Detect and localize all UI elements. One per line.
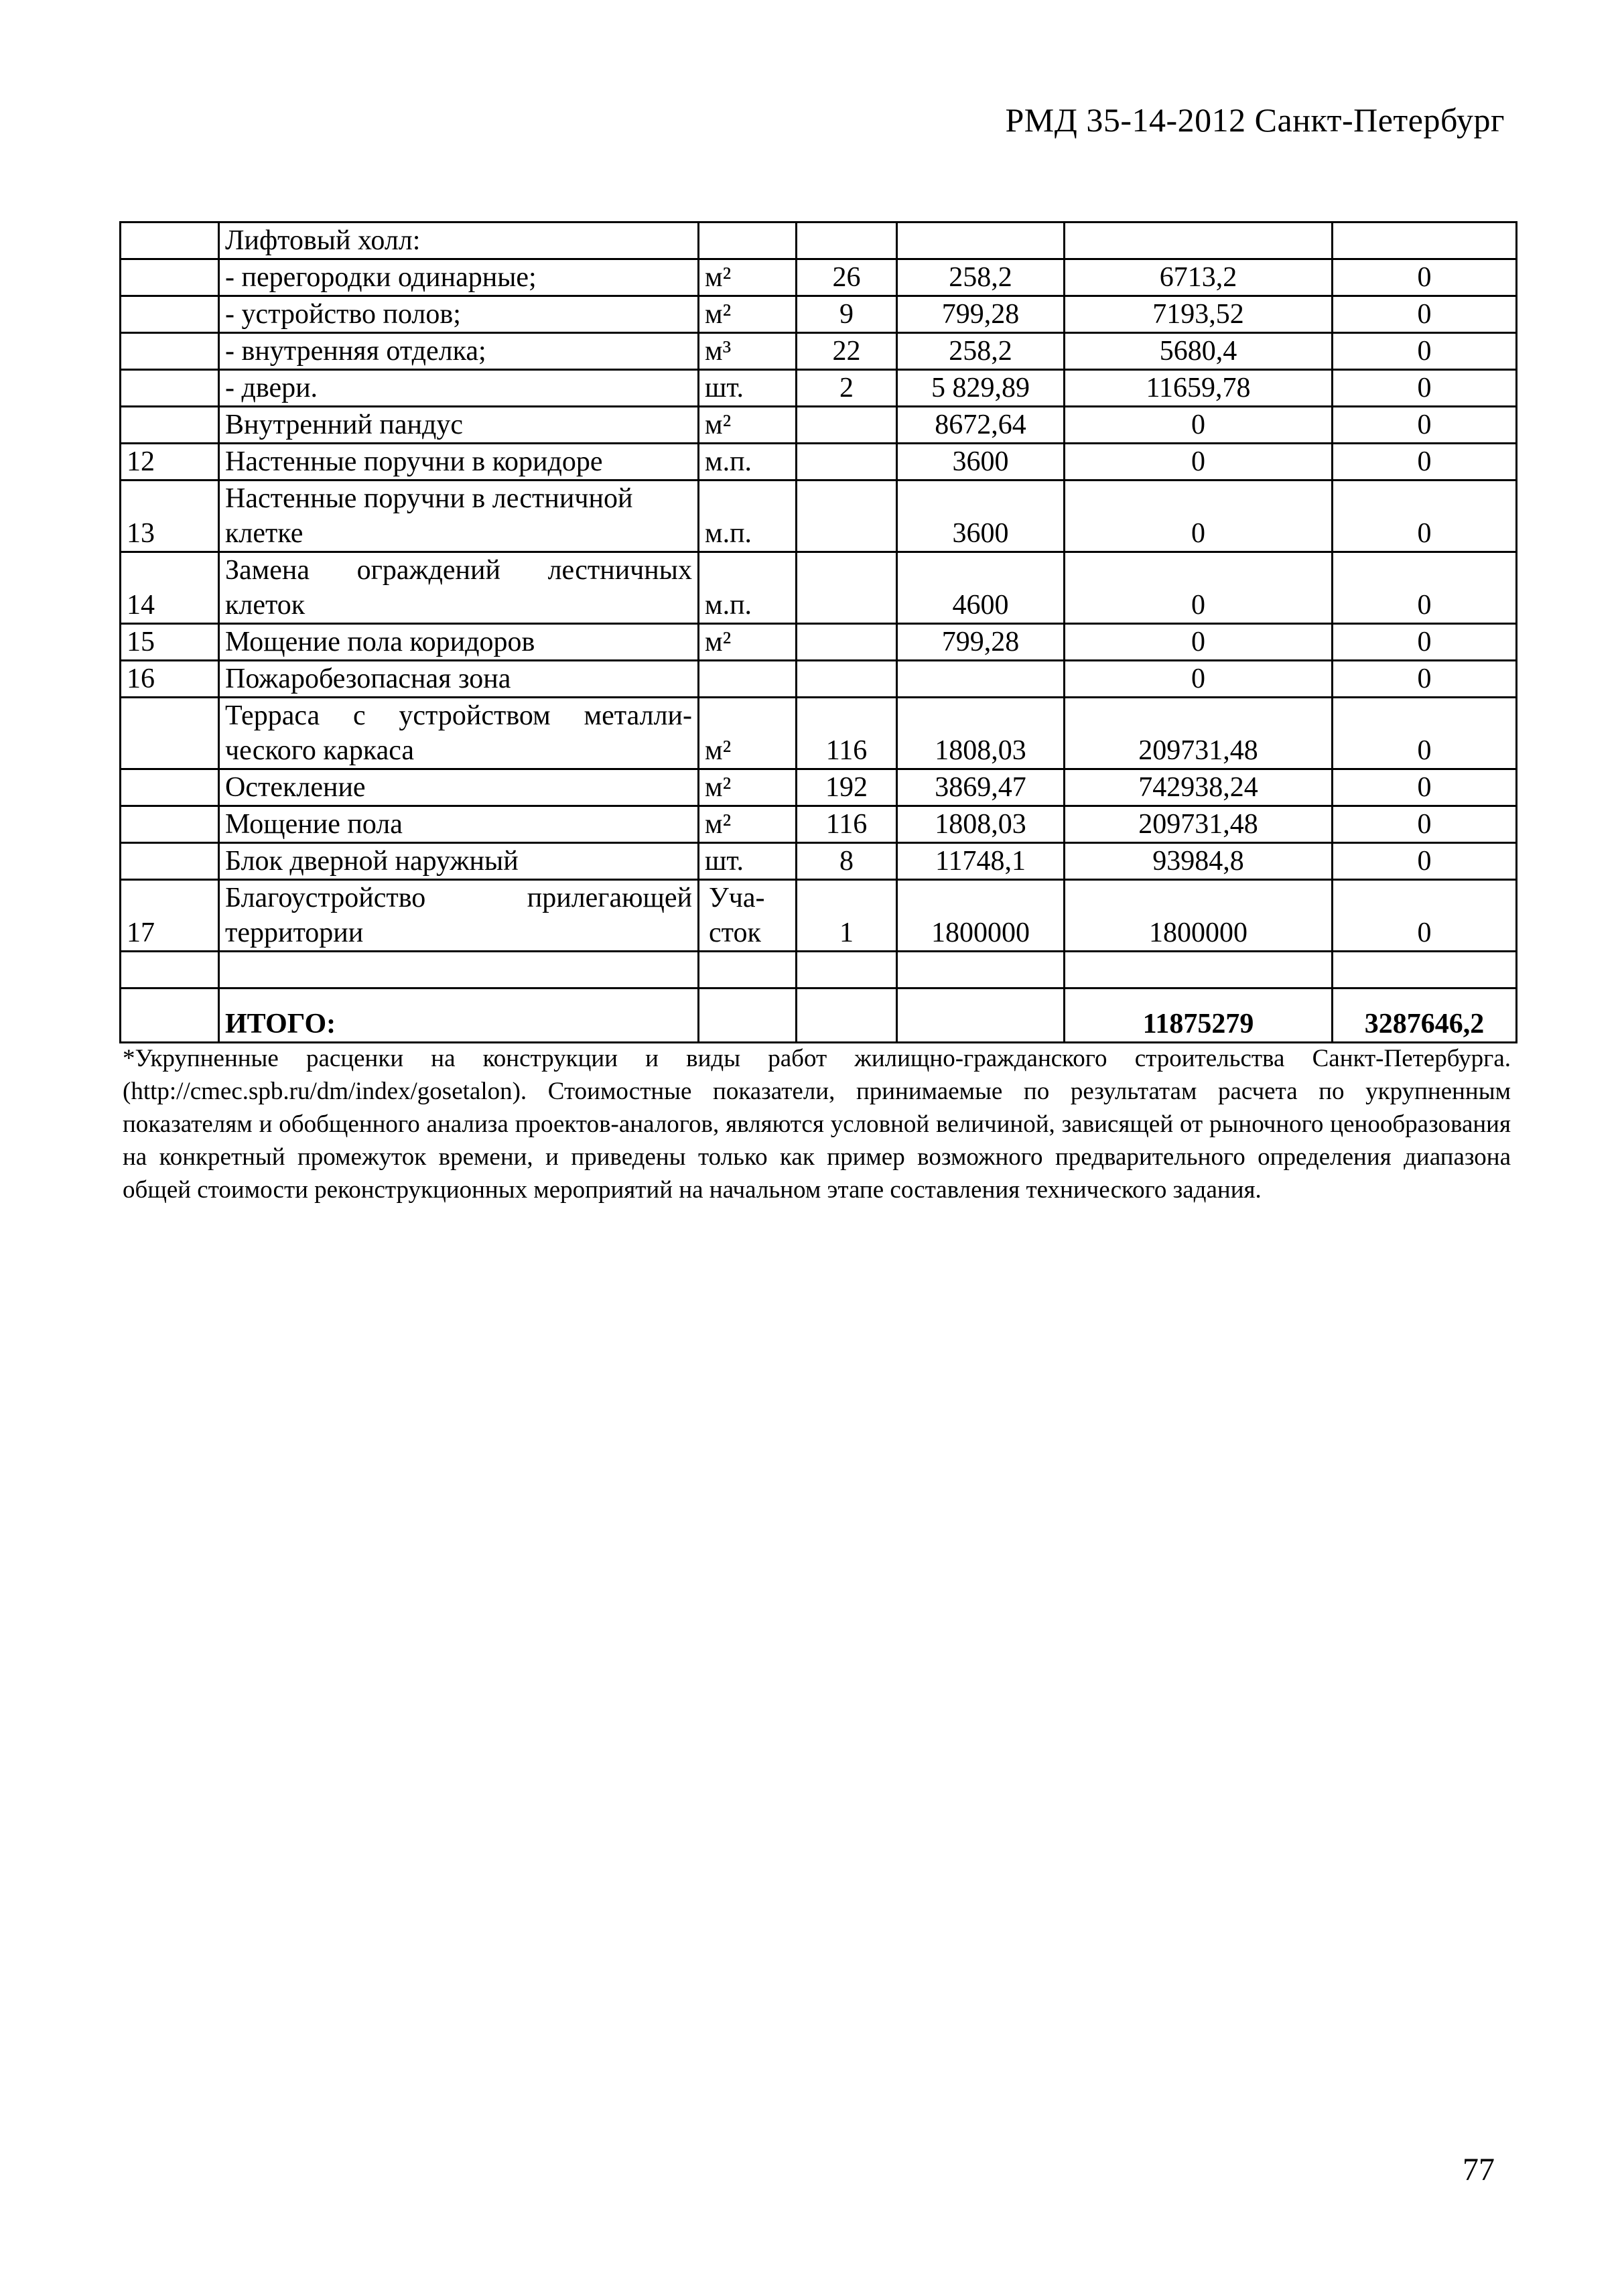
unit: м² — [699, 624, 797, 661]
unit: м² — [699, 698, 797, 769]
unit-price: 5 829,89 — [897, 370, 1065, 407]
cost: 0 — [1065, 481, 1333, 552]
row-number — [121, 407, 219, 444]
empty-cell — [797, 952, 897, 988]
total-cost: 11875279 — [1065, 988, 1333, 1043]
table-row — [121, 769, 1517, 806]
empty-cell — [219, 952, 699, 988]
work-name-line: территории — [225, 917, 364, 948]
table-row — [121, 552, 1517, 624]
extra-cost: 0 — [1333, 769, 1517, 806]
quantity: 22 — [797, 333, 897, 370]
cost: 0 — [1065, 624, 1333, 661]
table-row-empty — [121, 952, 1517, 988]
row-number — [121, 333, 219, 370]
empty-cell — [797, 988, 897, 1043]
cost: 93984,8 — [1065, 843, 1333, 880]
work-name: - внутренняя отделка; — [219, 333, 699, 370]
work-name-line: клетке — [225, 518, 303, 549]
unit: м² — [699, 296, 797, 333]
row-number — [121, 698, 219, 769]
table-row — [121, 843, 1517, 880]
extra-cost: 0 — [1333, 333, 1517, 370]
work-name-line: Настенные поручни в лестничной — [225, 483, 633, 514]
unit: м² — [699, 259, 797, 296]
table-row — [121, 624, 1517, 661]
quantity: 192 — [797, 769, 897, 806]
cost: 5680,4 — [1065, 333, 1333, 370]
unit: м.п. — [699, 552, 797, 624]
cost: 11659,78 — [1065, 370, 1333, 407]
extra-cost: 0 — [1333, 407, 1517, 444]
work-name — [219, 880, 699, 952]
work-name: Мощение пола — [219, 806, 699, 843]
work-name-line: Терраса с устройством металли- — [225, 700, 692, 731]
work-name — [219, 698, 699, 769]
unit-price: 11748,1 — [897, 843, 1065, 880]
unit — [699, 880, 797, 952]
cost-table — [119, 221, 1517, 1043]
quantity: 1 — [797, 880, 897, 952]
empty-cell — [897, 952, 1065, 988]
table-row — [121, 880, 1517, 952]
extra-cost: 0 — [1333, 296, 1517, 333]
cost: 0 — [1065, 661, 1333, 698]
unit-price: 3600 — [897, 481, 1065, 552]
work-name: Остекление — [219, 769, 699, 806]
work-name: - устройство полов; — [219, 296, 699, 333]
unit: м² — [699, 407, 797, 444]
table-row — [121, 370, 1517, 407]
unit: м² — [699, 769, 797, 806]
empty-cell — [897, 988, 1065, 1043]
extra-cost: 0 — [1333, 481, 1517, 552]
total-row — [121, 988, 1517, 1043]
empty-cell — [121, 988, 219, 1043]
work-name — [219, 552, 699, 624]
extra-cost: 0 — [1333, 444, 1517, 481]
work-name: Лифтовый холл: — [219, 222, 699, 259]
cost — [1065, 222, 1333, 259]
total-label: ИТОГО: — [219, 988, 699, 1043]
quantity — [797, 481, 897, 552]
table-row — [121, 259, 1517, 296]
work-name: - перегородки одинарные; — [219, 259, 699, 296]
quantity — [797, 552, 897, 624]
unit-price: 799,28 — [897, 624, 1065, 661]
unit: шт. — [699, 843, 797, 880]
unit-price: 1808,03 — [897, 806, 1065, 843]
total-extra-cost: 3287646,2 — [1333, 988, 1517, 1043]
row-number — [121, 843, 219, 880]
work-name-line: ческого каркаса — [225, 735, 415, 766]
unit — [699, 661, 797, 698]
page-number: 77 — [1463, 2152, 1495, 2187]
table-row — [121, 481, 1517, 552]
empty-cell — [699, 952, 797, 988]
extra-cost: 0 — [1333, 698, 1517, 769]
row-number: 13 — [121, 481, 219, 552]
extra-cost: 0 — [1333, 624, 1517, 661]
row-number: 15 — [121, 624, 219, 661]
quantity: 26 — [797, 259, 897, 296]
cost: 6713,2 — [1065, 259, 1333, 296]
work-name: Внутренний пандус — [219, 407, 699, 444]
unit-price: 8672,64 — [897, 407, 1065, 444]
unit: м² — [699, 806, 797, 843]
row-number: 17 — [121, 880, 219, 952]
cost: 209731,48 — [1065, 698, 1333, 769]
unit-price: 4600 — [897, 552, 1065, 624]
table-row — [121, 407, 1517, 444]
quantity — [797, 624, 897, 661]
unit: м³ — [699, 333, 797, 370]
extra-cost: 0 — [1333, 880, 1517, 952]
extra-cost: 0 — [1333, 843, 1517, 880]
quantity — [797, 407, 897, 444]
table-row — [121, 444, 1517, 481]
cost: 209731,48 — [1065, 806, 1333, 843]
work-name: Мощение пола коридоров — [219, 624, 699, 661]
work-name: Настенные поручни в коридоре — [219, 444, 699, 481]
document-header: РМД 35-14-2012 Санкт-Петербург — [1005, 101, 1505, 139]
row-number — [121, 769, 219, 806]
quantity — [797, 222, 897, 259]
table-row — [121, 698, 1517, 769]
unit-price: 1808,03 — [897, 698, 1065, 769]
quantity — [797, 661, 897, 698]
row-number: 12 — [121, 444, 219, 481]
empty-cell — [1065, 952, 1333, 988]
work-name-line: Благоустройство прилегающей — [225, 883, 692, 913]
table-row — [121, 222, 1517, 259]
work-name: Блок дверной наружный — [219, 843, 699, 880]
unit: шт. — [699, 370, 797, 407]
table-row — [121, 661, 1517, 698]
cost: 0 — [1065, 444, 1333, 481]
work-name: Пожаробезопасная зона — [219, 661, 699, 698]
row-number — [121, 806, 219, 843]
work-name: - двери. — [219, 370, 699, 407]
quantity — [797, 444, 897, 481]
unit — [699, 222, 797, 259]
row-number — [121, 222, 219, 259]
unit-line: Уча- — [709, 883, 765, 913]
extra-cost: 0 — [1333, 259, 1517, 296]
quantity: 116 — [797, 806, 897, 843]
extra-cost: 0 — [1333, 806, 1517, 843]
extra-cost — [1333, 222, 1517, 259]
row-number — [121, 370, 219, 407]
row-number: 14 — [121, 552, 219, 624]
row-number — [121, 296, 219, 333]
cost: 7193,52 — [1065, 296, 1333, 333]
unit-line: сток — [709, 917, 761, 948]
work-name-line: клеток — [225, 590, 306, 621]
empty-cell — [1333, 952, 1517, 988]
table-row — [121, 806, 1517, 843]
unit-price: 799,28 — [897, 296, 1065, 333]
cost: 0 — [1065, 552, 1333, 624]
extra-cost: 0 — [1333, 370, 1517, 407]
cost: 1800000 — [1065, 880, 1333, 952]
empty-cell — [699, 988, 797, 1043]
quantity: 8 — [797, 843, 897, 880]
unit: м.п. — [699, 481, 797, 552]
unit-price: 1800000 — [897, 880, 1065, 952]
table-row — [121, 296, 1517, 333]
work-name-line: Замена ограждений лестничных — [225, 555, 692, 586]
cost: 742938,24 — [1065, 769, 1333, 806]
row-number: 16 — [121, 661, 219, 698]
unit-price: 3600 — [897, 444, 1065, 481]
unit-price — [897, 661, 1065, 698]
quantity: 9 — [797, 296, 897, 333]
quantity: 2 — [797, 370, 897, 407]
extra-cost: 0 — [1333, 661, 1517, 698]
extra-cost: 0 — [1333, 552, 1517, 624]
unit-price: 3869,47 — [897, 769, 1065, 806]
unit-price: 258,2 — [897, 333, 1065, 370]
unit: м.п. — [699, 444, 797, 481]
empty-cell — [121, 952, 219, 988]
footnote: *Укрупненные расценки на конструкции и виды работ жилищно-гражданского строительства Санкт-Петербурга. (http://cmec.spb.ru/dm/index/gosetalon). Стоимостные показатели, принимаемые по результатам расчета по укрупненным показателям и обобщенного анализа проектов-аналогов, являются условной величиной, зависящей от рыночного ценообразования на конкретный промежуток времени, и приведены только как пример возможного предварительного определения диапазона общей стоимости реконструкционных мероприятий на начальном этапе составления технического задания. — [123, 1045, 1511, 1204]
quantity: 116 — [797, 698, 897, 769]
unit-price — [897, 222, 1065, 259]
cost: 0 — [1065, 407, 1333, 444]
unit-price: 258,2 — [897, 259, 1065, 296]
row-number — [121, 259, 219, 296]
table-row — [121, 333, 1517, 370]
work-name — [219, 481, 699, 552]
